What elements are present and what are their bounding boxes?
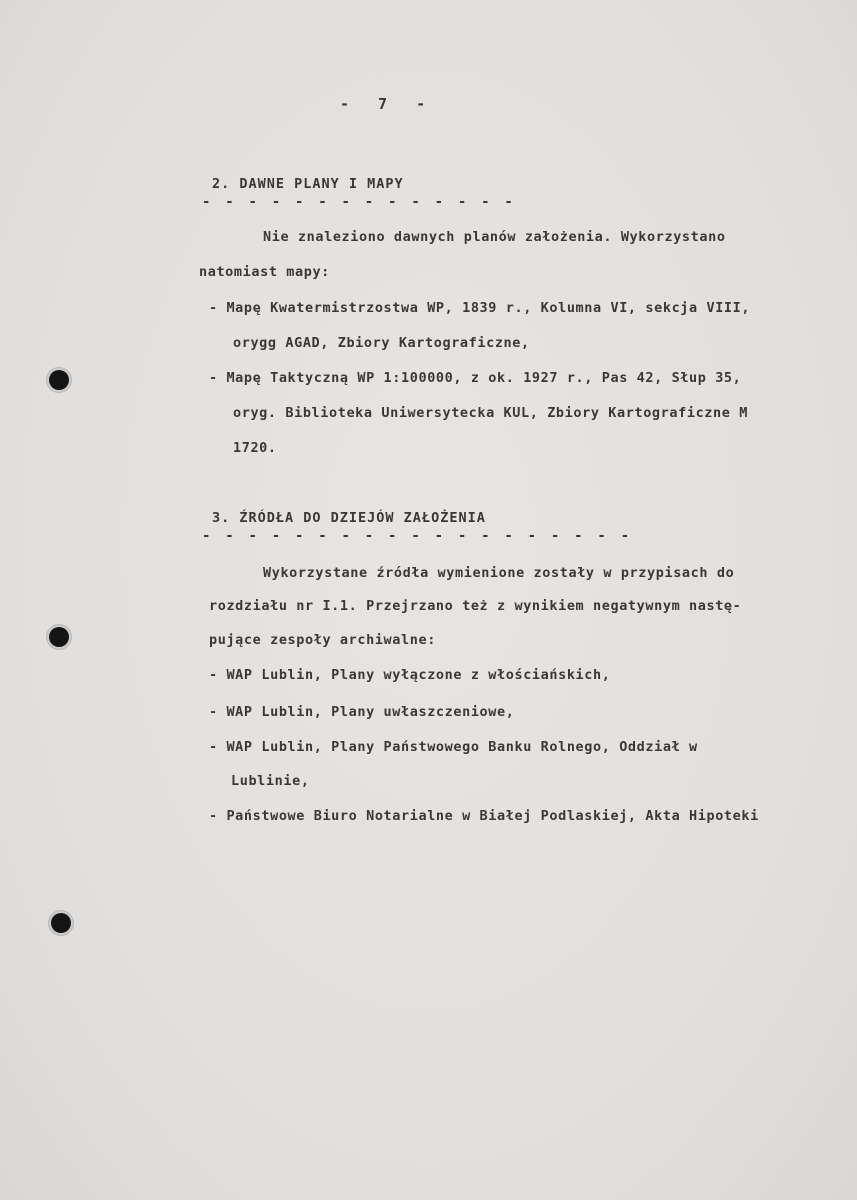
- section3-item3-line1: - WAP Lublin, Plany Państwowego Banku Rolnego, Oddział w: [209, 739, 698, 755]
- section3-underline: - - - - - - - - - - - - - - - - - - -: [202, 528, 633, 544]
- section2-item2-line1: - Mapę Taktyczną WP 1:100000, z ok. 1927 r., Pas 42, Słup 35,: [209, 370, 742, 386]
- section2-item1-line1: - Mapę Kwatermistrzostwa WP, 1839 r., Kolumna VI, sekcja VIII,: [209, 300, 751, 316]
- section2-item2-line2: oryg. Biblioteka Uniwersytecka KUL, Zbiory Kartograficzne M: [233, 405, 748, 421]
- section2-underline: - - - - - - - - - - - - - -: [202, 194, 516, 210]
- section3-item1: - WAP Lublin, Plany wyłączone z włościańskich,: [209, 667, 611, 683]
- punch-hole-top: [49, 370, 69, 390]
- section2-item1-line2: orygg AGAD, Zbiory Kartograficzne,: [233, 335, 530, 351]
- punch-hole-middle: [49, 627, 69, 647]
- section3-heading: 3. ŹRÓDŁA DO DZIEJÓW ZAŁOŻENIA: [212, 510, 486, 526]
- section3-intro-line3: pujące zespoły archiwalne:: [209, 632, 436, 648]
- section3-item4: - Państwowe Biuro Notarialne w Białej Podlaskiej, Akta Hipoteki: [209, 808, 759, 824]
- section3-intro-line2: rozdziału nr I.1. Przejrzano też z wynikiem negatywnym nastę-: [209, 598, 742, 614]
- section3-item3-line2: Lublinie,: [231, 773, 310, 789]
- section3-item2: - WAP Lublin, Plany uwłaszczeniowe,: [209, 704, 515, 720]
- section2-heading: 2. DAWNE PLANY I MAPY: [212, 176, 404, 192]
- page-number: - 7 -: [340, 95, 436, 113]
- section2-intro-line2: natomiast mapy:: [199, 264, 330, 280]
- section2-item2-line3: 1720.: [233, 440, 277, 456]
- section2-intro-line1: Nie znaleziono dawnych planów założenia. Wykorzystano: [263, 229, 726, 245]
- punch-hole-bottom: [51, 913, 71, 933]
- section3-intro-line1: Wykorzystane źródła wymienione zostały w przypisach do: [263, 565, 735, 581]
